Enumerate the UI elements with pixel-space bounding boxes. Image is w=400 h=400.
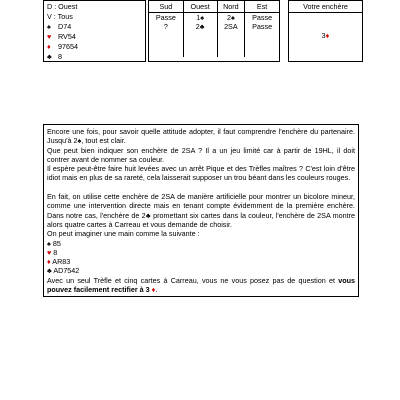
conclusion-bold: vous pouvez facilement rectifier à 3 ♦ (47, 275, 355, 295)
answer-value: 3♦ (321, 31, 330, 40)
vulnerability-label: V : Tous (47, 12, 73, 21)
bid: Passe (252, 13, 273, 22)
hand-clubs (47, 52, 142, 62)
col-header-sud: Sud (149, 1, 183, 13)
paragraph: Il espère peut-être faire huit levées avec un arrêt Pique et des Trèfles maîtres ? C'est loin d'être idiot mais en plus de sa rareté, cela laisserait supposer un trou béant dans les couleurs rouges. (47, 164, 355, 183)
spade-icon: ♠ (47, 22, 51, 31)
heart-icon: ♥ (47, 32, 52, 41)
cards-diamonds: 97654 (58, 42, 78, 51)
col-nord (217, 13, 245, 58)
col-header-nord: Nord (217, 1, 245, 13)
bid: Passe (155, 13, 176, 22)
example-diamonds: ♦ AR83 (47, 257, 71, 267)
dealer-label: D : Ouest (47, 2, 78, 11)
hand-hearts (47, 32, 142, 42)
paragraph: Que peut bien indiquer son enchère de 2SA ? Il a un jeu limité car à partir de 19HL, il doit contrer avant de nommer sa couleur. (47, 145, 355, 164)
col-header-ouest: Ouest (183, 1, 217, 13)
example-clubs: ♣ AD7542 (47, 266, 80, 276)
diamond-icon: ♦ (47, 42, 51, 51)
bid: 2♣ (195, 22, 205, 31)
cards-clubs: 8 (58, 52, 62, 61)
paragraph: Encore une fois, pour savoir quelle attitude adopter, il faut comprendre l'enchère du partenaire. Jusqu'à 2♠, tout est clair. (47, 127, 355, 146)
paragraph-conclusion: Avec un seul Trèfle et cinq cartes à Carreau, vous ne vous posez pas de question et vous pouvez facilement rectifier à 3 ♦. (47, 275, 355, 295)
hand-diamonds (47, 42, 142, 52)
club-icon: ♣ (47, 52, 52, 61)
club-icon: ♣ (199, 22, 205, 31)
col-est (245, 13, 279, 58)
spade-icon: ♠ (200, 13, 205, 22)
bid: Passe (252, 22, 273, 31)
bid: 2♠ (226, 13, 235, 22)
explanation-panel (43, 124, 359, 297)
col-sud (149, 13, 183, 58)
bidding-table (148, 0, 280, 62)
paragraph: On peut imaginer une main comme la suivante : (47, 229, 200, 239)
example-hearts: ♥ 8 (47, 247, 58, 257)
cards-hearts: RV54 (58, 32, 76, 41)
answer-header: Votre enchère (289, 1, 362, 13)
paragraph: En fait, on utilise cette enchère de 2SA de manière artificielle pour montrer un bicolore mineur, comme une intervention directe mais en tenant compte évidemment de la première enchère. Dans notre cas, l'enchère de 2♣ promettant six cartes dans la couleur, l'enchère de 2SA montre alors quatre cartes à Carreau et vous demande de choisir. (47, 192, 355, 229)
hand-spades (47, 22, 142, 32)
col-header-est: Est (245, 1, 279, 13)
hand-panel (43, 0, 146, 62)
bid: 2SA (224, 22, 238, 31)
answer-panel (288, 0, 363, 62)
bid-question: ? (163, 22, 168, 31)
col-ouest (183, 13, 217, 58)
example-spades: ♠ 85 (47, 238, 61, 248)
diamond-icon: ♦ (151, 285, 156, 295)
diamond-icon: ♦ (325, 31, 330, 40)
bid: 1♠ (196, 13, 205, 22)
heart-icon: ♥ (47, 247, 52, 257)
club-icon: ♣ (47, 266, 52, 276)
diamond-icon: ♦ (47, 257, 51, 267)
cards-spades: D74 (58, 22, 72, 31)
spade-icon: ♠ (230, 13, 235, 22)
spade-icon: ♠ (47, 238, 51, 248)
